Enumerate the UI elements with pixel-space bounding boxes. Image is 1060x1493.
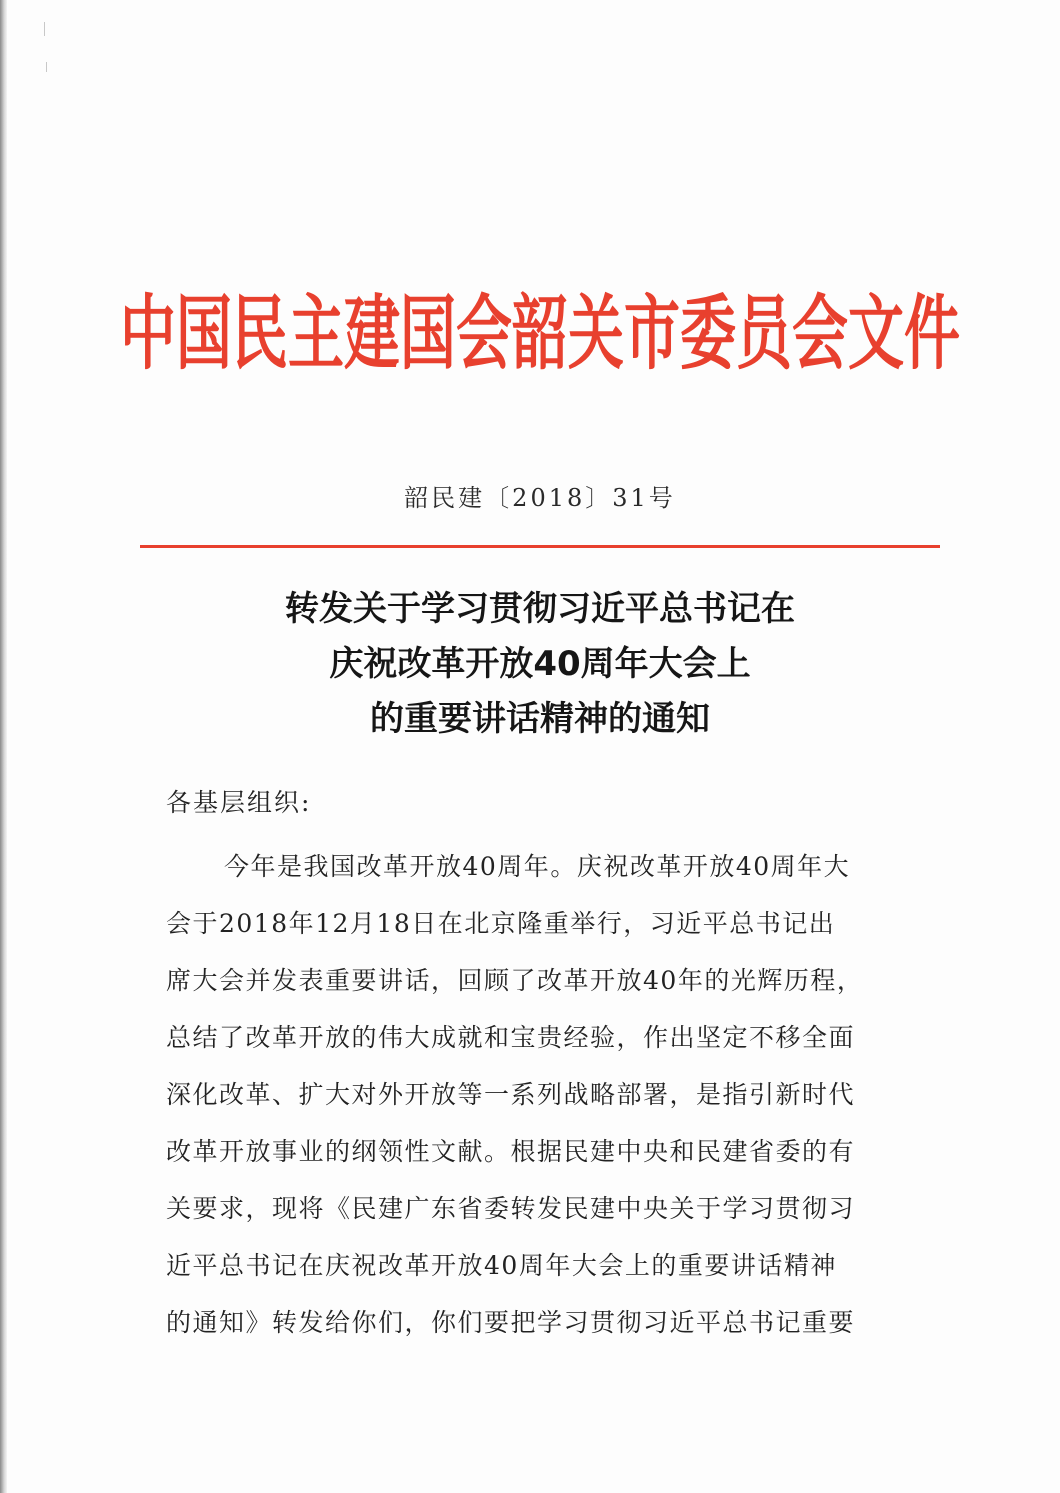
notice-title-line: 的重要讲话精神的通知 — [370, 699, 710, 739]
org-header-title: 中国民主建国会韶关市委员会文件 — [120, 287, 960, 382]
body-line: 深化改革、扩大对外开放等一系列战略部署，是指引新时代 — [166, 1080, 856, 1109]
body-paragraph — [166, 838, 916, 1351]
scan-mark — [46, 62, 47, 72]
body-line: 总结了改革开放的伟大成就和宝贵经验，作出坚定不移全面 — [166, 1023, 856, 1052]
scan-mark — [44, 22, 45, 36]
notice-title-line: 转发关于学习贯彻习近平总书记在 — [285, 589, 795, 629]
scan-left-edge — [0, 0, 7, 1493]
body-line: 席大会并发表重要讲话，回顾了改革开放40年的光辉历程， — [166, 966, 864, 995]
body-line: 近平总书记在庆祝改革开放40周年大会上的重要讲话精神 — [166, 1251, 837, 1280]
notice-title — [150, 582, 930, 747]
red-divider-line — [140, 545, 940, 548]
body-line: 的通知》转发给你们，你们要把学习贯彻习近平总书记重要 — [166, 1308, 856, 1337]
body-line: 今年是我国改革开放40周年。庆祝改革开放40周年大 — [224, 852, 851, 881]
body-line: 关要求，现将《民建广东省委转发民建中央关于学习贯彻习 — [166, 1194, 856, 1223]
body-line: 改革开放事业的纲领性文献。根据民建中央和民建省委的有 — [166, 1137, 856, 1166]
notice-title-line: 庆祝改革开放40周年大会上 — [329, 644, 751, 684]
body-line: 会于2018年12月18日在北京隆重举行，习近平总书记出 — [166, 909, 836, 938]
salutation: 各基层组织: — [166, 788, 312, 817]
document-number: 韶民建〔2018〕31号 — [404, 484, 676, 512]
